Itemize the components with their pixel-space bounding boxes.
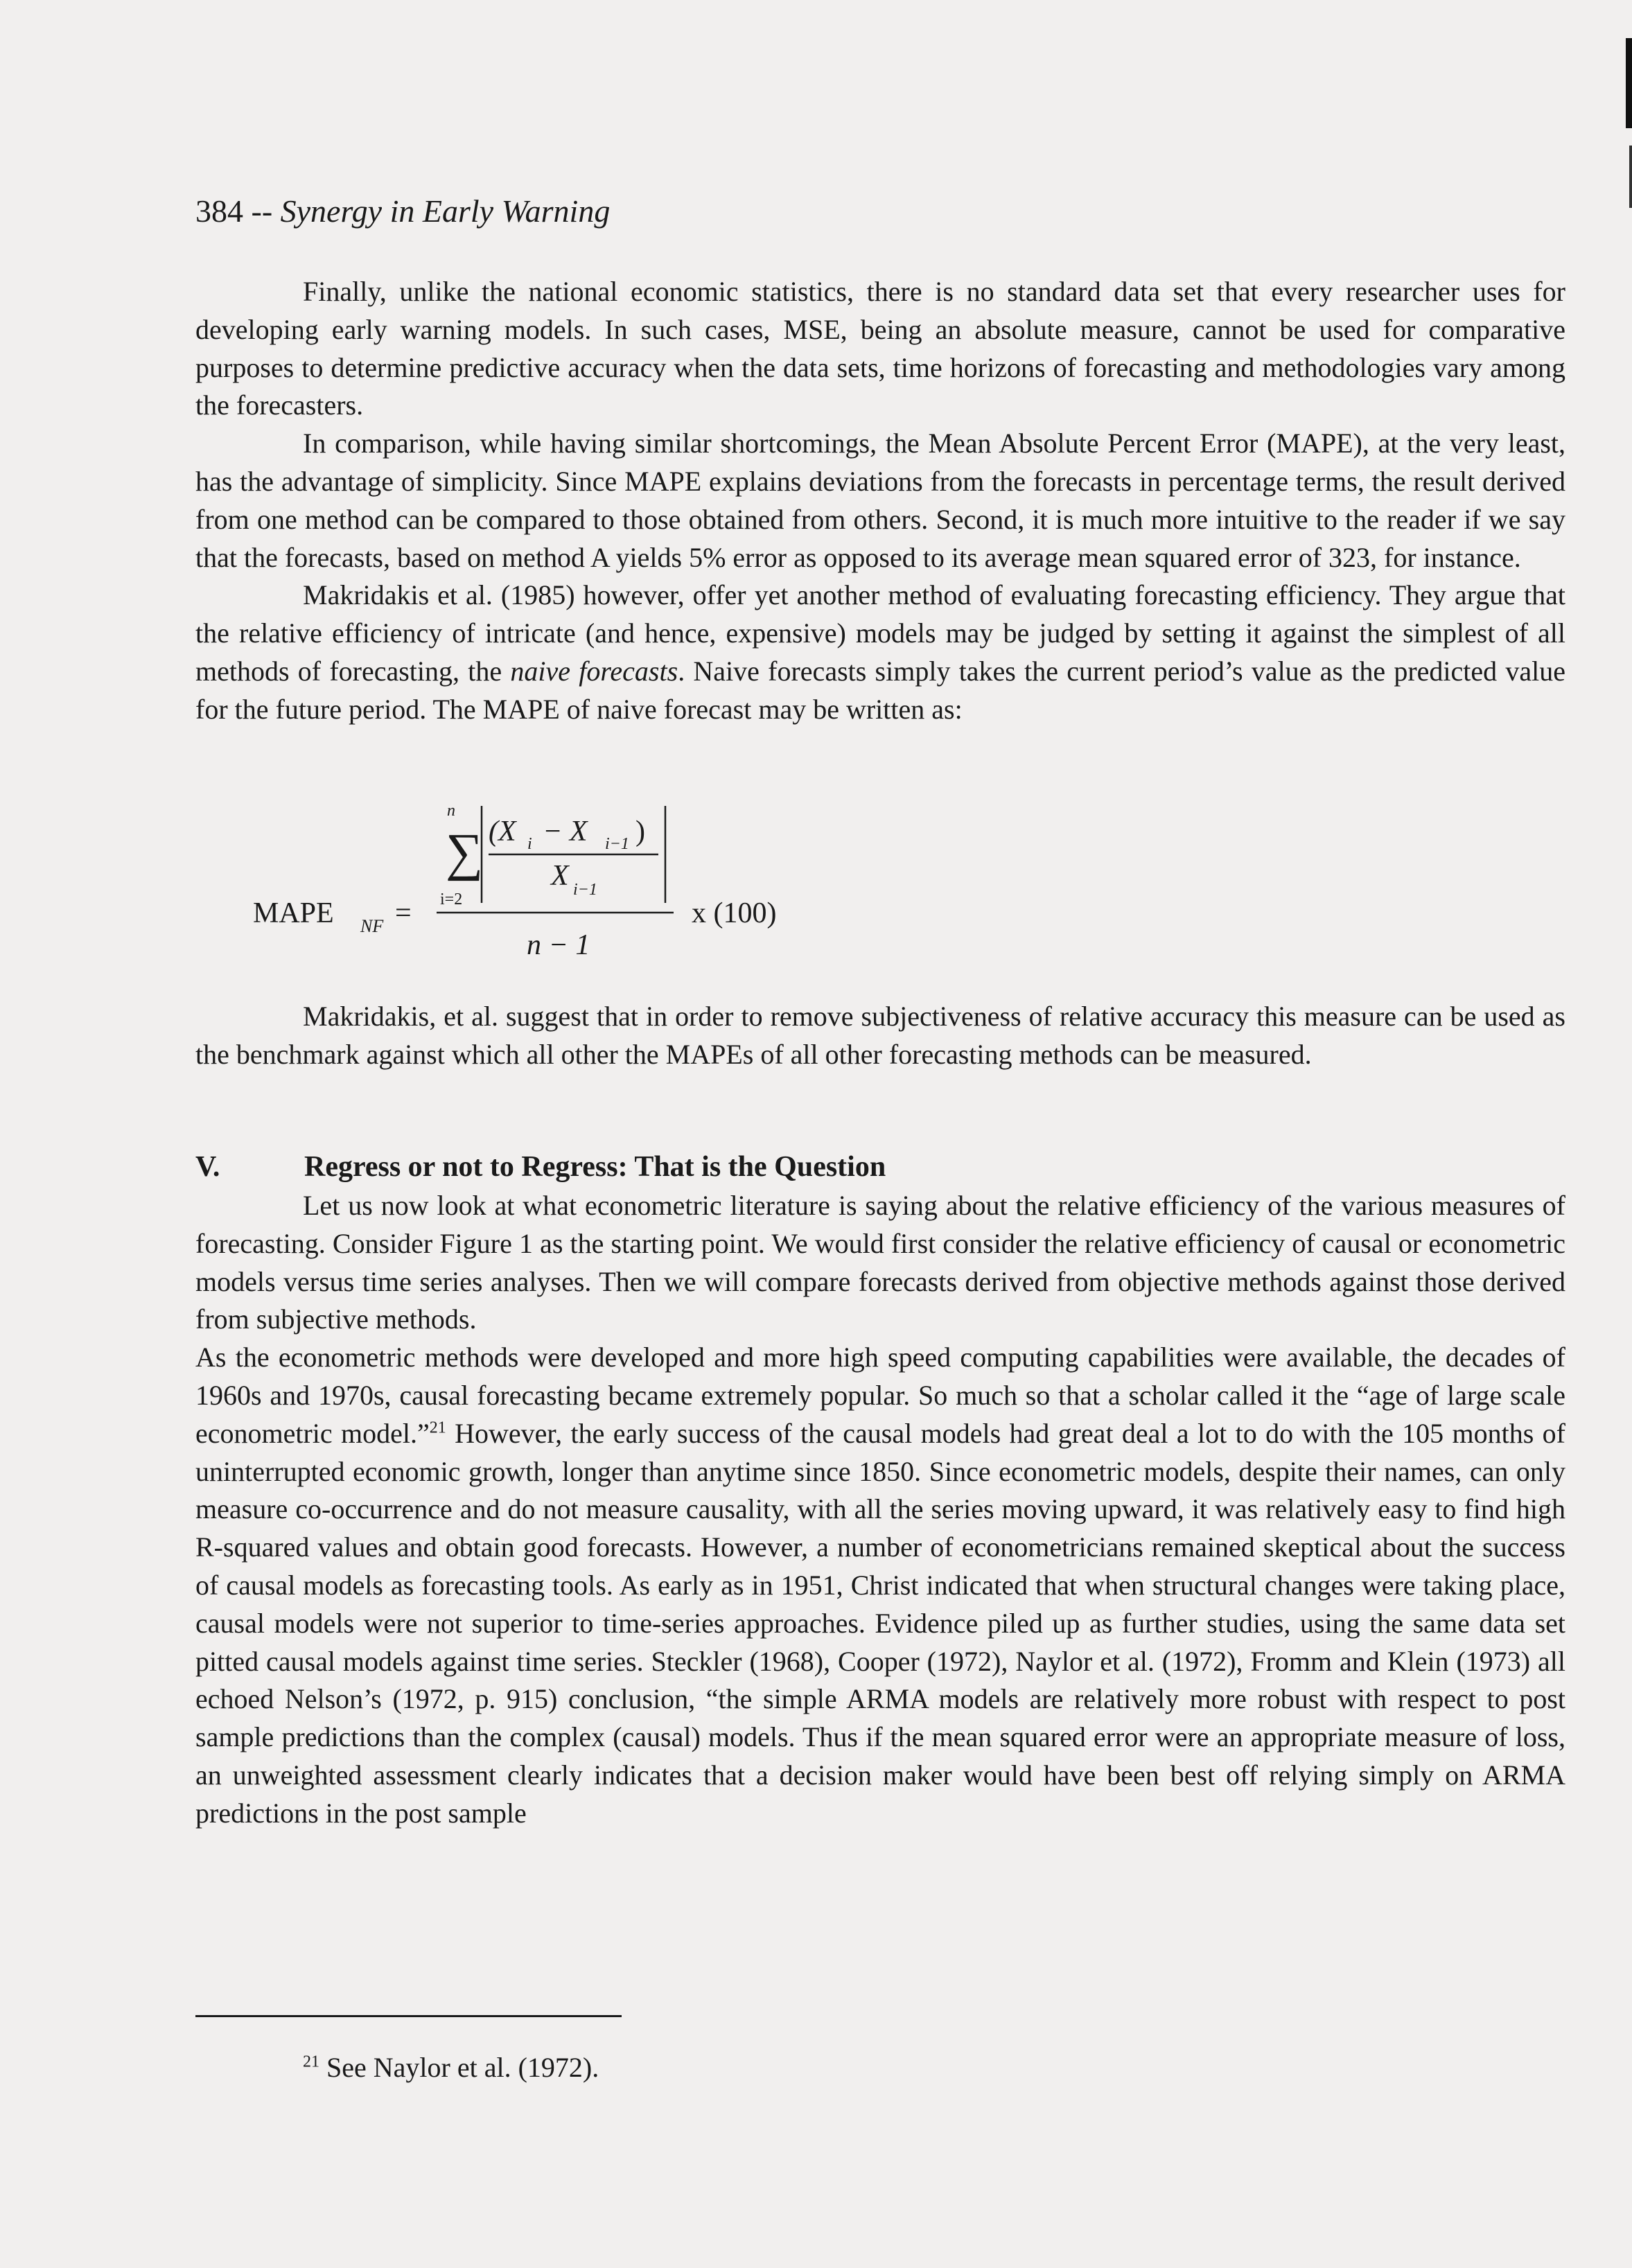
body-text-benchmark (195, 998, 1565, 1074)
outer-denominator: n − 1 (527, 929, 590, 961)
denominator-sub: i−1 (573, 881, 597, 899)
numerator-minus: − X (543, 816, 588, 847)
numerator-sub-i1: i−1 (605, 835, 629, 853)
footnote (303, 2051, 599, 2084)
footnote-reference: 21 (429, 1418, 446, 1437)
sum-upper-limit: n (447, 802, 455, 820)
section-heading (195, 1150, 886, 1184)
numerator-open: (X (489, 816, 516, 847)
summation-sign: ∑ (446, 823, 484, 881)
paragraph: Makridakis et al. (1985) however, offer yet another method of evaluating forecasting efficiency. They argue that the relative efficiency of intricate (and hence, expensive) models may be judged by setting it against the simplest of all methods of forecasting, the naive forecasts. Naive forecasts simply takes the current period’s value as the predicted value for the future period. The MAPE of naive forecast may be written as: (195, 579, 1565, 725)
numerator-close: ) (635, 816, 645, 847)
times-hundred: x (100) (692, 897, 777, 929)
body-text-top (195, 273, 1565, 729)
section-number: V. (195, 1151, 220, 1183)
footnote-rule (195, 2015, 622, 2017)
formula-equals: = (395, 897, 412, 929)
mape-formula (253, 800, 877, 967)
paragraph: Finally, unlike the national economic statistics, there is no standard data set that every researcher uses for developing early warning models. In such cases, MSE, being an absolute measure, cannot be used for comparative purposes to determine predictive accuracy when the data sets, time horizons of forecasting and methodologies vary among the forecasters. (195, 276, 1565, 421)
formula-lhs: MAPE (253, 897, 334, 929)
sum-lower-limit: i=2 (440, 890, 463, 908)
section-title: Regress or not to Regress: That is the Question (304, 1151, 886, 1183)
body-text-section (195, 1187, 1565, 1833)
page-number: 384 -- (195, 193, 273, 229)
paragraph: Let us now look at what econometric literature is saying about the relative efficiency of the various measures of forecasting. Consider Figure 1 as the starting point. We would first consider the relative efficiency of causal or econometric models versus time series analyses. Then we will compare forecasts derived from objective methods against those derived from subjective methods. (195, 1190, 1565, 1335)
scan-edge-mark (1626, 38, 1632, 128)
formula-lhs-sub: NF (360, 916, 384, 936)
footnote-number: 21 (303, 2052, 319, 2071)
footnote-text: See Naylor et al. (1972). (319, 2052, 599, 2083)
running-header (195, 193, 610, 229)
paragraph: In comparison, while having similar shortcomings, the Mean Absolute Percent Error (MAPE), at the very least, has the advantage of simplicity. Since MAPE explains deviations from the forecasts in percentage terms, the result derived from one method can be compared to those obtained from others. Second, it is much more intuitive to the reader if we say that the forecasts, based on method A yields 5% error as opposed to its average mean squared error of 323, for instance. (195, 428, 1565, 573)
paragraph: As the econometric methods were developed and more high speed computing capabilities were available, the decades of 1960s and 1970s, causal forecasting became extremely popular. So much so that a scholar called it the “age of large scale econometric model.”$^{21}$ However, the early success of the causal models had great deal a lot to do with the 105 months of uninterrupted economic growth, longer than anytime since 1850. Since econometric models, despite their names, can only measure co-occurrence and do not measure causality, with all the series moving upward, it was relatively easy to find high R-squared values and obtain good forecasts. However, a number of econometricians remained skeptical about the success of causal models as forecasting tools. As early as in 1951, Christ indicated that when structural changes were taking place, causal models were not superior to time-series approaches. Evidence piled up as further studies, using the same data set pitted causal models against time series. Steckler (1968), Cooper (1972), Naylor et al. (1972), Fromm and Klein (1973) all echoed Nelson’s (1972, p. 915) conclusion, “the simple ARMA models are relatively more robust with respect to post sample predictions than the complex (causal) models. Thus if the mean squared error were an appropriate measure of loss, an unweighted assessment clearly indicates that a decision maker would have been best off relying simply on ARMA predictions in the post sample (195, 1342, 1565, 1829)
numerator-sub-i: i (527, 835, 532, 853)
paragraph: Makridakis, et al. suggest that in order to remove subjectiveness of relative accuracy this measure can be used as the benchmark against which all other the MAPEs of all other forecasting methods can be measured. (195, 1001, 1565, 1070)
scan-edge-mark (1629, 146, 1632, 208)
running-title: Synergy in Early Warning (280, 193, 611, 229)
denominator-x: X (551, 860, 569, 892)
